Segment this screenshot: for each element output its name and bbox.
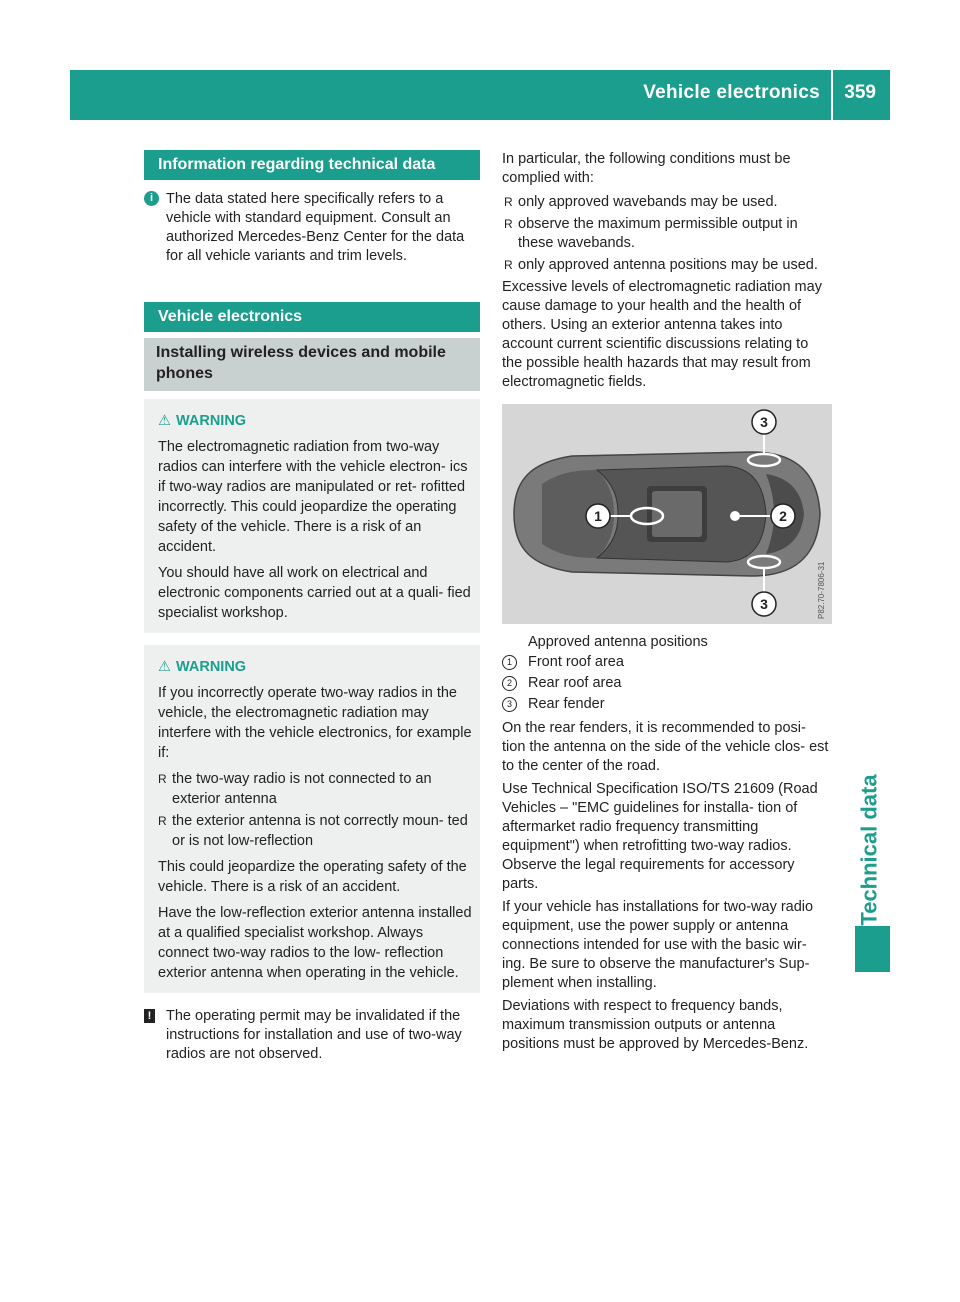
figure-caption: Approved antenna positions [528, 634, 708, 650]
svg-text:1: 1 [594, 508, 602, 524]
warning-triangle-icon: ⚠ [158, 413, 171, 429]
svg-text:3: 3 [760, 414, 768, 430]
warning-triangle-icon: ⚠ [158, 659, 171, 675]
warning-text: The electromagnetic radiation from two-way radios can interfere with the vehicle electron- ics if two-way radios are manipulated or ret- rofitted incorrectly. This could jeopardize the operating safety of the vehicle. There is a risk of an accident. [158, 439, 468, 555]
list-item: R the exterior antenna is not correctly moun- ted or is not low-reflection [158, 813, 468, 849]
paragraph: In particular, the following conditions must be complied with: [502, 151, 791, 186]
side-tab-block [855, 926, 890, 972]
side-tab-label: Technical data [857, 774, 883, 926]
figure-code: P82.70-7806-31 [817, 561, 826, 619]
side-tab [850, 760, 890, 940]
legend-item: 2 Rear roof area [502, 673, 832, 694]
warning-text: This could jeopardize the operating safety of the vehicle. There is a risk of an accident. [158, 859, 467, 895]
svg-text:3: 3 [760, 596, 768, 612]
subsection-head-wireless: Installing wireless devices and mobile phones [144, 338, 480, 391]
section-head-vehicle-electronics: Vehicle electronics [144, 302, 480, 332]
paragraph: Use Technical Specification ISO/TS 21609 (Road Vehicles – "EMC guidelines for installa- tion of aftermarket radio frequency transmitting equipment") when retrofitting two-way radios. Observe the legal requirements for accessory parts. [502, 781, 818, 892]
callout-3-bottom [752, 592, 776, 616]
legend-item: 1 Front roof area [502, 652, 832, 673]
callout-3-top [752, 410, 776, 434]
warning-title: ⚠ WARNING [158, 659, 247, 675]
page-header [70, 70, 890, 120]
info-icon: i [144, 191, 159, 206]
paragraph: On the rear fenders, it is recommended to posi- tion the antenna on the side of the vehicle clos- est to the center of the road. [502, 720, 829, 774]
info-note [144, 190, 480, 266]
conditions-list [502, 188, 832, 275]
header-divider [831, 70, 833, 120]
exclamation-icon: ! [144, 1009, 155, 1023]
section-head-technical-data: Information regarding technical data [144, 150, 480, 180]
warning-title: ⚠ WARNING [158, 413, 247, 429]
legend-number: 1 [502, 655, 517, 670]
legend-item: 3 Rear fender [502, 694, 832, 715]
warning-bullets [144, 763, 480, 851]
warning-text: You should have all work on electrical and electronic components carried out at a quali- fied specialist workshop. [158, 565, 471, 621]
car-top-view-illustration [502, 404, 832, 624]
caution-text: The operating permit may be invalidated if the instructions for installation and use of two-way radios are not observed. [166, 1008, 462, 1062]
callout-2 [771, 504, 795, 528]
svg-text:2: 2 [779, 508, 787, 524]
right-column [502, 150, 832, 1054]
caution-note [144, 1007, 480, 1064]
paragraph: Deviations with respect to frequency bands, maximum transmission outputs or antenna positions must be approved by Mercedes-Benz. [502, 998, 809, 1052]
header-title: Vehicle electronics [643, 82, 820, 103]
legend-number: 2 [502, 676, 517, 691]
paragraph: If your vehicle has installations for two-way radio equipment, use the power supply or antenna connections intended for use with the basic wir- ing. Be sure to observe the manufacturer's Sup- plement when installing. [502, 899, 814, 991]
list-item: R only approved wavebands may be used. [504, 194, 778, 210]
legend-number: 3 [502, 697, 517, 712]
page-number: 359 [844, 82, 876, 103]
warning-box-1 [144, 399, 480, 633]
callout-1 [586, 504, 610, 528]
info-text: The data stated here specifically refers to a vehicle with standard equipment. Consult an authorized Mercedes-Benz Center for the data for all vehicle variants and trim levels. [166, 191, 465, 264]
antenna-positions-figure [502, 404, 832, 624]
warning-text: If you incorrectly operate two-way radios in the vehicle, the electromagnetic radiation may interfere with the vehicle electronics, for example if: [158, 685, 472, 761]
warning-box-2 [144, 645, 480, 993]
paragraph: Excessive levels of electromagnetic radiation may cause damage to your health and the health of others. Using an exterior antenna takes into account current scientific discussions relating to the possible health hazards that may result from electromagnetic fields. [502, 279, 822, 390]
warning-text: Have the low-reflection exterior antenna installed at a qualified specialist workshop. Always connect two-way radios to the low- reflection exterior antenna when operating in the vehicle. [158, 905, 472, 981]
list-item: R only approved antenna positions may be used. [504, 257, 818, 273]
left-column [144, 150, 480, 1064]
list-item: R the two-way radio is not connected to an exterior antenna [158, 771, 432, 807]
list-item: R observe the maximum permissible output in these wavebands. [504, 216, 798, 251]
